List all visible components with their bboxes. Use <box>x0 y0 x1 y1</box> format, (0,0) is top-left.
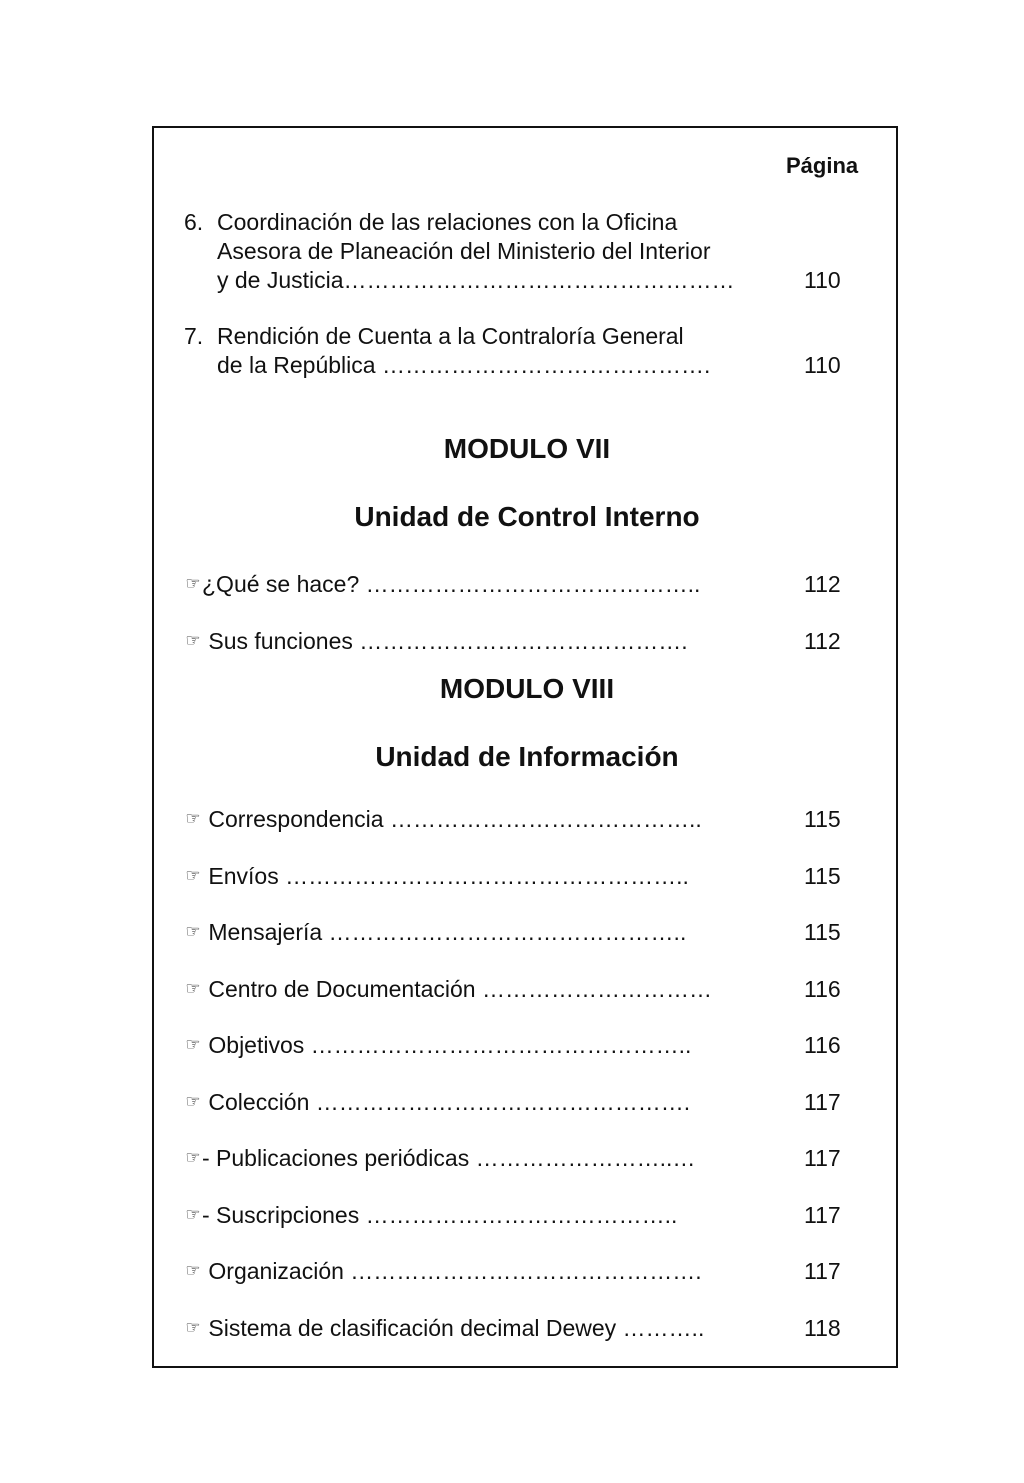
toc-entry-text: Organización ………………………………………. <box>208 1258 702 1284</box>
toc-entry <box>184 1201 677 1231</box>
module-title: MODULO VII <box>443 433 611 464</box>
document-frame <box>152 126 898 1368</box>
item-text-line: y de Justicia…………………………………………… <box>217 267 735 293</box>
pointing-hand-icon: ☞ <box>185 573 201 593</box>
toc-entry <box>184 918 686 948</box>
item-text-line: Asesora de Planeación del Ministerio del Interior <box>217 238 711 264</box>
toc-entry <box>184 1257 702 1287</box>
item-text-line: Coordinación de las relaciones con la Oficina <box>217 209 678 235</box>
toc-entry-text: - Publicaciones periódicas ……………………..… <box>202 1145 696 1171</box>
toc-entry-text: - Suscripciones ………………………………….. <box>202 1202 678 1228</box>
module-subtitle: Unidad de Información <box>375 741 679 772</box>
toc-entry <box>184 627 688 657</box>
page-number: 117 <box>804 1089 841 1115</box>
pointing-hand-icon: ☞ <box>185 978 201 998</box>
page-number: 118 <box>804 1315 841 1341</box>
page-number: 112 <box>804 571 841 597</box>
toc-entry <box>184 975 712 1005</box>
item-number: 6. <box>184 209 204 235</box>
toc-entry <box>184 1088 690 1118</box>
item-number: 7. <box>184 323 204 349</box>
page-number: 115 <box>804 919 841 945</box>
toc-entry-text: Sus funciones ……………………………………. <box>208 628 688 654</box>
pointing-hand-icon: ☞ <box>185 1147 201 1167</box>
toc-entry-text: Mensajería ……………………………………….. <box>208 919 687 945</box>
toc-entry <box>184 1314 704 1344</box>
page-number: 116 <box>804 1032 841 1058</box>
toc-entry <box>184 805 702 835</box>
toc-entry-text: Sistema de clasificación decimal Dewey ……….. <box>208 1315 705 1341</box>
pointing-hand-icon: ☞ <box>185 1034 201 1054</box>
toc-entry <box>184 862 689 892</box>
pointing-hand-icon: ☞ <box>185 808 201 828</box>
pointing-hand-icon: ☞ <box>185 1260 201 1280</box>
pointing-hand-icon: ☞ <box>185 921 201 941</box>
module-title: MODULO VIII <box>439 673 615 704</box>
toc-entry-text: Objetivos ………………………………………….. <box>208 1032 692 1058</box>
pointing-hand-icon: ☞ <box>185 1204 201 1224</box>
page-number: 116 <box>804 976 841 1002</box>
item-text-line: de la República ……………………………………. <box>217 352 711 378</box>
toc-entry <box>184 1144 695 1174</box>
page-column-header: Página <box>786 153 859 178</box>
pointing-hand-icon: ☞ <box>185 630 201 650</box>
toc-entry-text: ¿Qué se hace? …………………………………….. <box>202 571 701 597</box>
toc-entry-text: Colección …………………………………………. <box>208 1089 691 1115</box>
item-text-line: Rendición de Cuenta a la Contraloría General <box>217 323 684 349</box>
page-number: 117 <box>804 1258 841 1284</box>
page-number: 117 <box>804 1202 841 1228</box>
page-number: 115 <box>804 863 841 889</box>
toc-entry <box>184 1031 691 1061</box>
toc-entry-text: Envíos …………………………………………….. <box>208 863 689 889</box>
page-number: 110 <box>804 352 841 378</box>
page-number: 110 <box>804 267 841 293</box>
toc-entry-text: Centro de Documentación ………………………… <box>208 976 712 1002</box>
pointing-hand-icon: ☞ <box>185 1091 201 1111</box>
pointing-hand-icon: ☞ <box>185 865 201 885</box>
module-subtitle: Unidad de Control Interno <box>354 501 700 532</box>
page-number: 117 <box>804 1145 841 1171</box>
pointing-hand-icon: ☞ <box>185 1317 201 1337</box>
page-number: 115 <box>804 806 841 832</box>
page-number: 112 <box>804 628 841 654</box>
toc-entry <box>184 570 700 600</box>
toc-entry-text: Correspondencia ………………………………….. <box>208 806 702 832</box>
